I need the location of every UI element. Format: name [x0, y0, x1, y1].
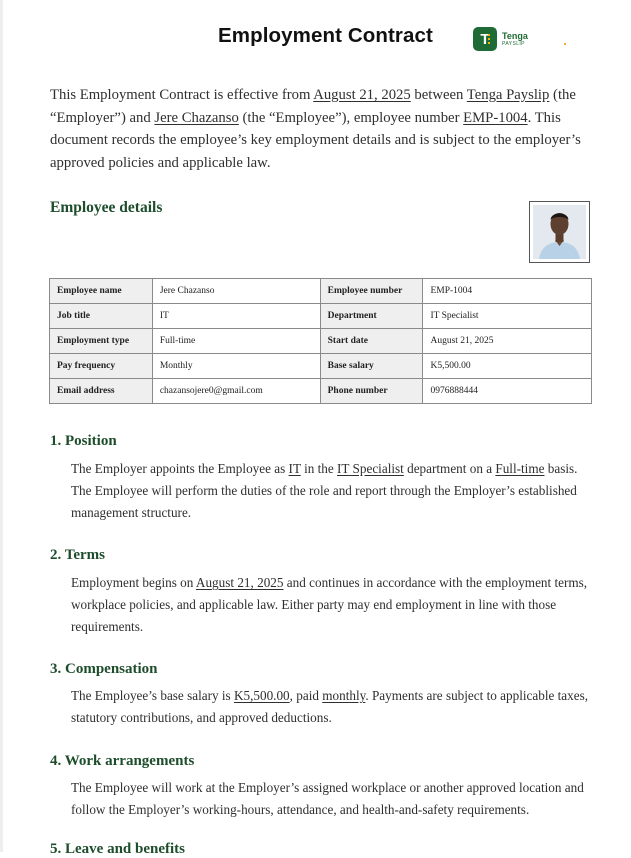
field-value: Full-time	[152, 329, 320, 354]
field-label: Phone number	[320, 379, 423, 404]
intro-text: between	[410, 87, 467, 103]
clause-text: basis. The Employee will perform the duties of the role and report through the Employer’s established management structure.	[71, 461, 578, 520]
pay-frequency-ref: monthly	[322, 688, 366, 703]
clause-text: in the	[300, 461, 338, 476]
clause-compensation-title: 3. Compensation	[50, 661, 158, 677]
clause-text: The Employee’s base salary is	[71, 688, 234, 703]
employer-name: Tenga Payslip	[466, 87, 550, 103]
company-logo	[473, 27, 528, 51]
start-date-ref: August 21, 2025	[195, 575, 284, 590]
field-label: Employment type	[50, 329, 153, 354]
field-label: Department	[320, 304, 423, 329]
intro-text: (the “Employer”) and	[50, 87, 576, 126]
clause-work-body: The Employee will work at the Employer’s assigned workplace or another approved location and follow the Employer’s working-hours, attendance, and health-and-safety requirements.	[71, 780, 584, 817]
table-row	[50, 279, 592, 304]
employee-photo	[529, 201, 590, 263]
field-value: Monthly	[152, 354, 320, 379]
field-value: K5,500.00	[423, 354, 592, 379]
logo-text	[502, 32, 528, 47]
phone-value: 0976888444	[423, 379, 592, 404]
intro-text: This Employment Contract is effective from	[50, 87, 314, 103]
effective-date: August 21, 2025	[313, 87, 411, 103]
field-label: Job title	[50, 304, 153, 329]
field-value: Jere Chazanso	[152, 279, 320, 304]
field-label: Email address	[50, 379, 153, 404]
field-value: IT	[152, 304, 320, 329]
employment-type-ref: Full-time	[495, 461, 545, 476]
department-ref: IT Specialist	[337, 461, 404, 476]
document-title: Employment Contract	[218, 24, 433, 47]
employee-photo-icon	[533, 205, 586, 259]
intro-text: . This document records the employee’s key employment details and is subject to the employer’s approved policies and applicable law.	[50, 109, 581, 171]
clause-text: The Employer appoints the Employee as	[71, 461, 289, 476]
person-avatar-icon	[533, 205, 586, 259]
table-row	[50, 379, 592, 404]
employee-details-table	[49, 278, 592, 404]
decorative-dot	[564, 43, 566, 45]
logo-dots-icon	[488, 34, 493, 44]
employee-details-heading: Employee details	[50, 199, 163, 216]
logo-subtitle: PAYSLIP	[502, 40, 525, 47]
intro-paragraph	[50, 84, 590, 174]
clause-position-body	[71, 458, 595, 524]
field-label: Employee number	[320, 279, 423, 304]
job-title-ref: IT	[288, 461, 301, 476]
clause-text: . Payments are subject to applicable taxes, statutory contributions, and approved deductions.	[71, 688, 589, 725]
clause-text: Employment begins on	[71, 575, 196, 590]
clause-text: and continues in accordance with the employment terms, workplace policies, and applicable law. Either party may end employment in line with those requirements.	[71, 575, 588, 634]
employee-name: Jere Chazanso	[154, 109, 239, 126]
clause-text: department on a	[403, 461, 496, 476]
clause-terms-body	[71, 572, 595, 638]
salary-ref: K5,500.00	[233, 688, 290, 703]
field-label: Pay frequency	[50, 354, 153, 379]
clause-text: , paid	[289, 688, 323, 703]
logo-mark-icon	[473, 27, 497, 51]
field-label: Start date	[320, 329, 423, 354]
employee-number: EMP-1004	[463, 109, 528, 126]
logo-name: Tenga	[502, 30, 528, 41]
email-value[interactable]: chazansojere0@gmail.com	[152, 379, 320, 404]
logo-mark-letter: T	[480, 30, 490, 48]
table-row	[50, 304, 592, 329]
field-label: Employee name	[50, 279, 153, 304]
table-row	[50, 354, 592, 379]
field-label: Base salary	[320, 354, 423, 379]
clause-work-title: 4. Work arrangements	[50, 753, 195, 769]
field-value: IT Specialist	[423, 304, 592, 329]
intro-text: (the “Employee”), employee number	[238, 109, 464, 126]
table-row	[50, 329, 592, 354]
clause-terms-title: 2. Terms	[50, 547, 106, 563]
clause-compensation-body	[71, 685, 595, 729]
field-value: EMP-1004	[423, 279, 592, 304]
field-value: August 21, 2025	[423, 329, 592, 354]
clause-position-title: 1. Position	[50, 433, 117, 449]
clause-leave-title: 5. Leave and benefits	[50, 841, 185, 857]
